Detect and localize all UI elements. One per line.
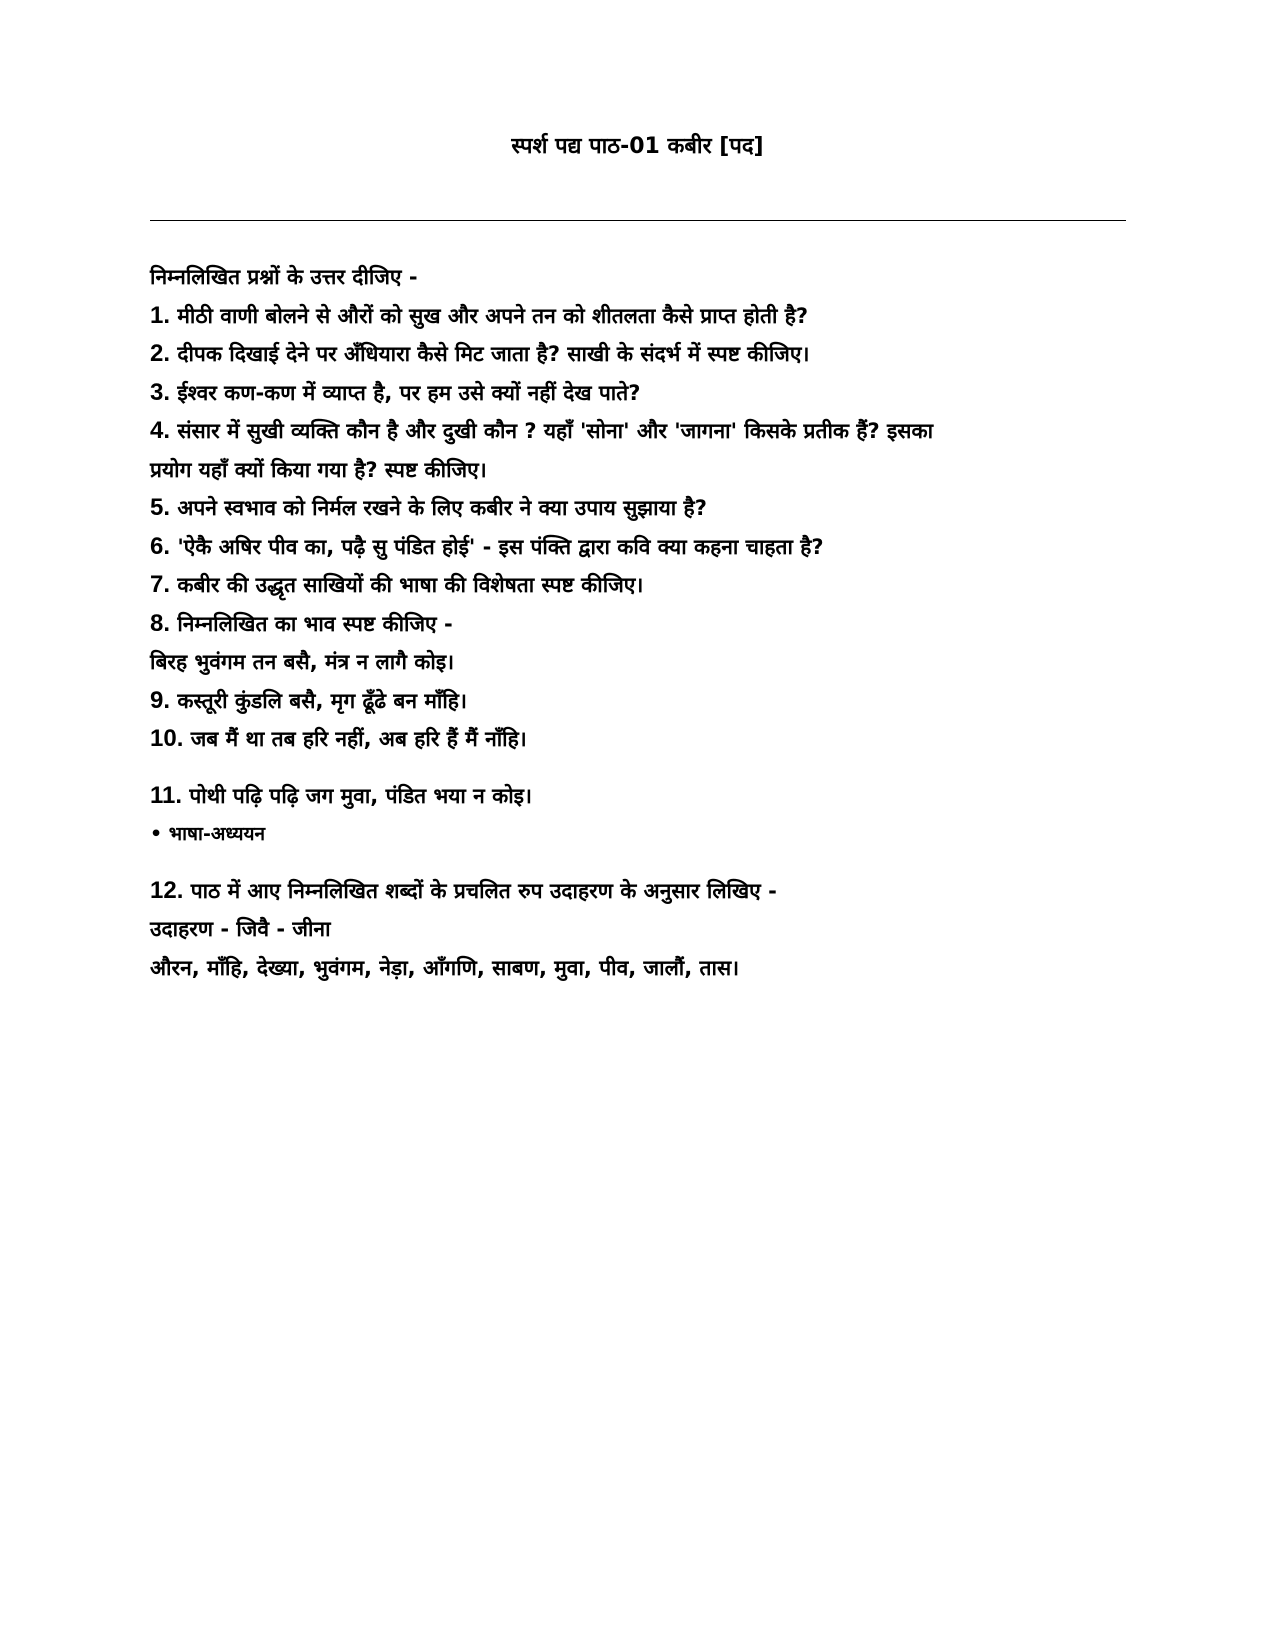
question-6	[150, 528, 1130, 567]
question-text: संसार में सुखी व्यक्ति कौन है और दुखी कौन ? यहाँ 'सोना' और 'जागना' किसके प्रतीक हैं? इसका	[177, 419, 934, 443]
question-8-continuation: बिरह भुवंगम तन बसै, मंत्र न लागै कोइ।	[150, 650, 455, 674]
question-text: कबीर की उद्धृत साखियों की भाषा की विशेषता स्पष्ट कीजिए।	[177, 573, 644, 597]
question-number: 9.	[150, 686, 171, 714]
question-3	[150, 374, 1130, 413]
question-12	[150, 872, 1130, 911]
question-text: पोथी पढ़ि पढ़ि जग मुवा, पंडित भया न कोइ।	[189, 783, 532, 808]
question-1	[150, 297, 1130, 336]
question-number: 5.	[150, 494, 171, 521]
example-line: उदाहरण - जिवै - जीना	[150, 917, 331, 941]
page-title: स्पर्श पद्य पाठ-01 कबीर [पद]	[511, 134, 764, 159]
question-2	[150, 335, 1130, 374]
question-9	[150, 682, 1130, 721]
title-divider	[150, 220, 1126, 221]
question-text: कस्तूरी कुंडलि बसै, मृग ढूँढे बन माँहि।	[177, 688, 467, 713]
question-text: निम्नलिखित का भाव स्पष्ट कीजिए -	[177, 611, 453, 636]
word-list: औरन, माँहि, देख्या, भुवंगम, नेड़ा, आँगणि, साबण, मुवा, पीव, जालौं, तास।	[150, 955, 740, 980]
question-number: 1.	[150, 301, 171, 329]
section-heading: • भाषा-अध्ययन	[150, 823, 266, 845]
question-text: मीठी वाणी बोलने से औरों को सुख और अपने तन को शीतलता कैसे प्राप्त होती है?	[177, 303, 809, 328]
question-number: 10.	[150, 725, 184, 752]
question-text: ईश्वर कण-कण में व्याप्त है, पर हम उसे क्यों नहीं देख पाते?	[177, 380, 641, 405]
instruction-text: निम्नलिखित प्रश्नों के उत्तर दीजिए -	[150, 265, 418, 289]
question-10	[150, 720, 1130, 759]
question-number: 4.	[150, 417, 171, 444]
question-7	[150, 566, 1130, 605]
question-number: 6.	[150, 532, 171, 560]
question-4-continuation: प्रयोग यहाँ क्यों किया गया है? स्पष्ट कीजिए।	[150, 457, 487, 482]
question-number: 7.	[150, 571, 171, 598]
question-4	[150, 412, 1130, 451]
question-number: 12.	[150, 876, 184, 904]
question-number: 3.	[150, 378, 171, 406]
question-text: अपने स्वभाव को निर्मल रखने के लिए कबीर ने क्या उपाय सुझाया है?	[177, 496, 707, 520]
question-text: 'ऐकै अषिर पीव का, पढ़ै सु पंडित होई' - इस पंक्ति द्वारा कवि क्या कहना चाहता है?	[177, 534, 824, 559]
question-number: 8.	[150, 609, 171, 637]
question-number: 11.	[150, 781, 183, 809]
question-text: पाठ में आए निम्नलिखित शब्दों के प्रचलित रुप उदाहरण के अनुसार लिखिए -	[190, 878, 777, 903]
question-8	[150, 605, 1130, 644]
question-5	[150, 489, 1130, 528]
question-number: 2.	[150, 340, 171, 367]
question-11	[150, 777, 1130, 816]
question-list	[150, 258, 1130, 987]
question-text: दीपक दिखाई देने पर अँधियारा कैसे मिट जाता है? साखी के संदर्भ में स्पष्ट कीजिए।	[177, 342, 810, 366]
question-text: जब मैं था तब हरि नहीं, अब हरि हैं मैं नाँहि।	[190, 727, 527, 751]
